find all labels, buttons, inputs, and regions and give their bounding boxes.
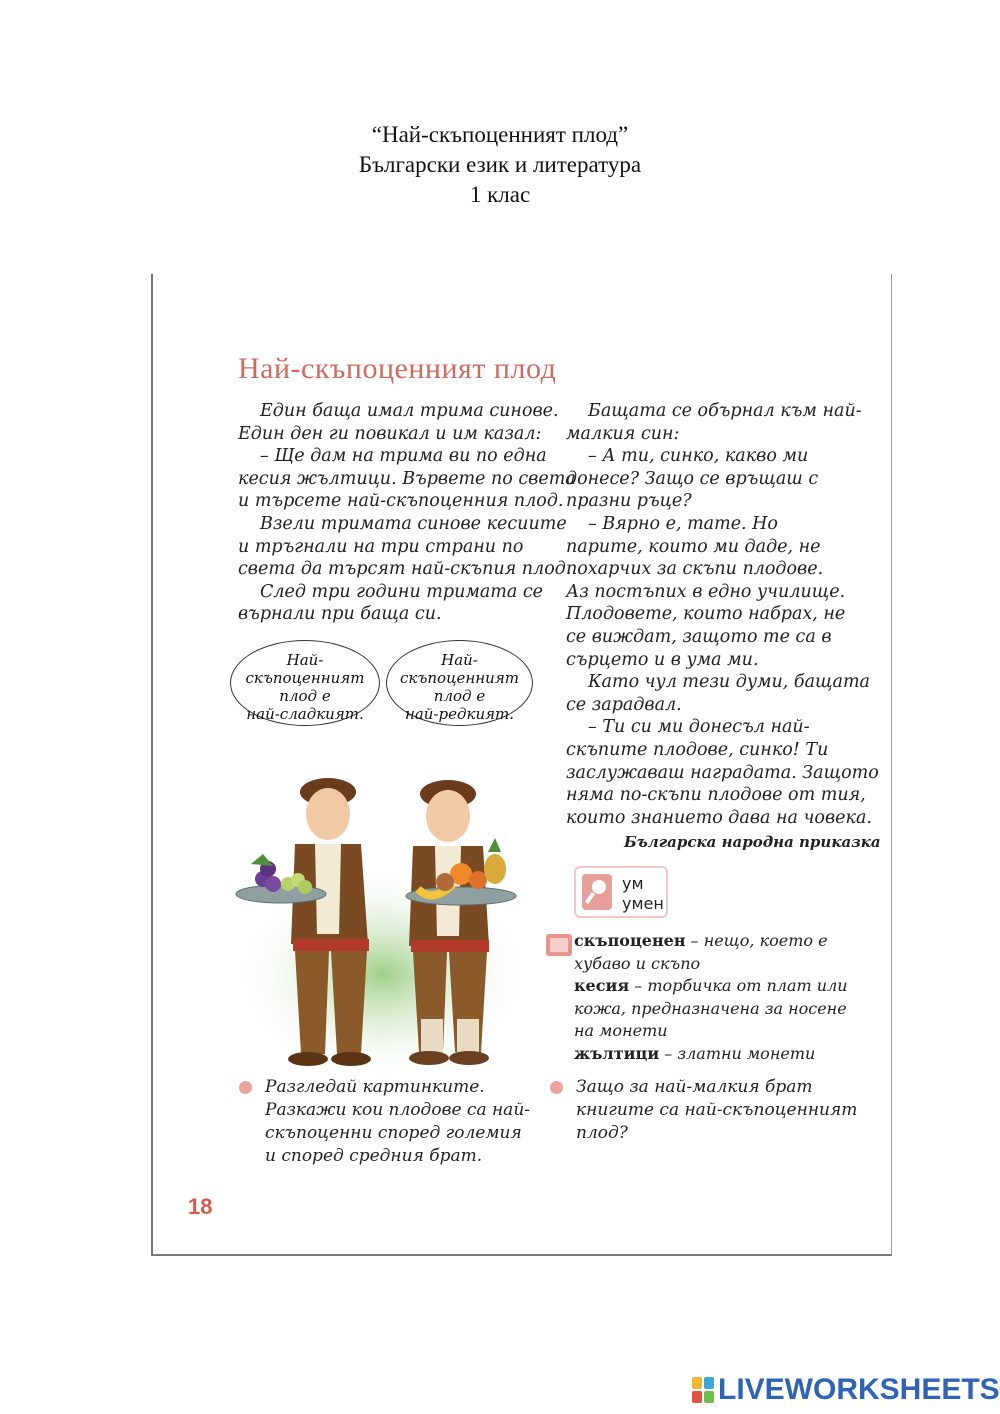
magnifier-icon [582,874,612,910]
story-line: донесе? Защо се връщаш с [566,468,819,489]
liveworksheets-logo[interactable] [692,1373,1000,1407]
bullet-dot [550,1081,563,1094]
story-line: кесия жълтици. Вървете по света [238,468,576,489]
speech-bubble-right [386,640,533,726]
gloss-term: жълтици [574,1043,660,1063]
bubble-line: скъпоценният [400,669,519,687]
story-line: – Ще дам на трима ви по една [260,446,547,467]
story-line: се зарадвал. [566,694,682,715]
task-line: книгите са най-скъпоценният [576,1100,858,1120]
story-line: похарчих за скъпи плодове. [566,559,824,580]
header-title: “Най-скъпоценният плод” [371,122,629,147]
story-line: върнали при баща си. [238,604,442,625]
word-derived: умен [622,894,664,913]
task-right [576,1076,857,1145]
story-line: Плодовете, които набрах, не [566,604,846,625]
story-right-column [566,400,881,854]
task-line: плод? [576,1123,628,1143]
bubble-line: най-сладкият. [246,705,364,723]
logo-icon [692,1377,714,1403]
glossary [574,930,874,1065]
story-line: скъпите плодове, синко! Ти [566,739,829,760]
story-line: няма по-скъпи плодове от тия, [566,785,866,806]
story-line: Един баща имал трима синове. [260,401,559,421]
word-family-box [574,866,668,918]
story-line: празни ръце? [566,491,692,512]
story-line: – Вярно е, тате. Но [588,513,778,534]
gloss-term: кесия [574,976,630,995]
story-line: се виждат, защото те са в [566,626,832,647]
task-line: и според средния брат. [265,1146,483,1166]
gloss-definition: – нещо, което е [685,931,828,950]
word-root: ум [622,874,644,893]
gloss-term: скъпоценен [574,931,686,950]
story-line: – Ти си ми донесъл най- [588,717,810,738]
textbook-page [151,274,892,1256]
bubble-line: Най- [441,651,478,669]
story-source: Българска народна приказка [624,833,881,852]
task-left [265,1076,530,1168]
story-line: Бащата се обърнал към най- [588,401,862,421]
story-line: които знанието дава на човека. [566,807,872,828]
story-title: Най-скъпоценният плод [238,352,557,385]
task-line: Разгледай картинките. [265,1077,485,1097]
task-line: скъпоценни според големия [265,1123,522,1143]
story-line: Един ден ги повикал и им казал: [238,423,542,444]
worksheet-header [0,120,1000,210]
speech-bubble-left [230,640,380,726]
bubble-line: плод е [433,687,486,705]
story-left-column [238,400,576,626]
task-line: Разкажи кои плодове са най- [265,1100,531,1120]
story-line: сърцето и в ума ми. [566,649,759,670]
gloss-definition: кожа, предназначена за носене [574,998,847,1018]
bubble-line: най-редкият. [404,705,515,723]
gloss-definition: хубаво и скъпо [574,953,701,973]
story-line: – А ти, синко, какво ми [588,446,809,467]
story-line: малкия син: [566,423,680,444]
story-line: Взели тримата синове кесиите [260,513,567,534]
story-line: и търсете най-скъпоценния плод. [238,491,564,512]
book-icon [546,934,572,956]
gloss-definition: на монети [574,1021,668,1040]
header-grade: 1 клас [469,182,531,207]
story-line: заслужаваш наградата. Защото [566,762,879,783]
story-line: Като чул тези думи, бащата [588,672,870,693]
brothers-illustration [233,734,543,1074]
bubble-line: скъпоценният [245,669,365,687]
bubble-line: Най- [286,651,324,669]
story-line: парите, които ми даде, не [566,536,821,557]
bubble-line: плод е [279,687,331,705]
brand-name: LIVEWORKSHEETS [718,1373,1000,1406]
header-subject: Български език и литература [358,152,642,177]
gloss-definition: – златни монети [659,1043,816,1063]
gloss-definition: – торбичка от плат или [629,976,848,995]
bullet-dot [239,1081,252,1094]
story-line: света да търсят най-скъпия плод. [238,559,572,580]
story-line: и тръгнали на три страни по [238,536,524,557]
page-number: 18 [188,1194,213,1219]
story-line: След три години тримата се [260,581,544,602]
task-line: Защо за най-малкия брат [576,1077,813,1097]
story-line: Аз постъпих в едно училище. [566,581,846,602]
